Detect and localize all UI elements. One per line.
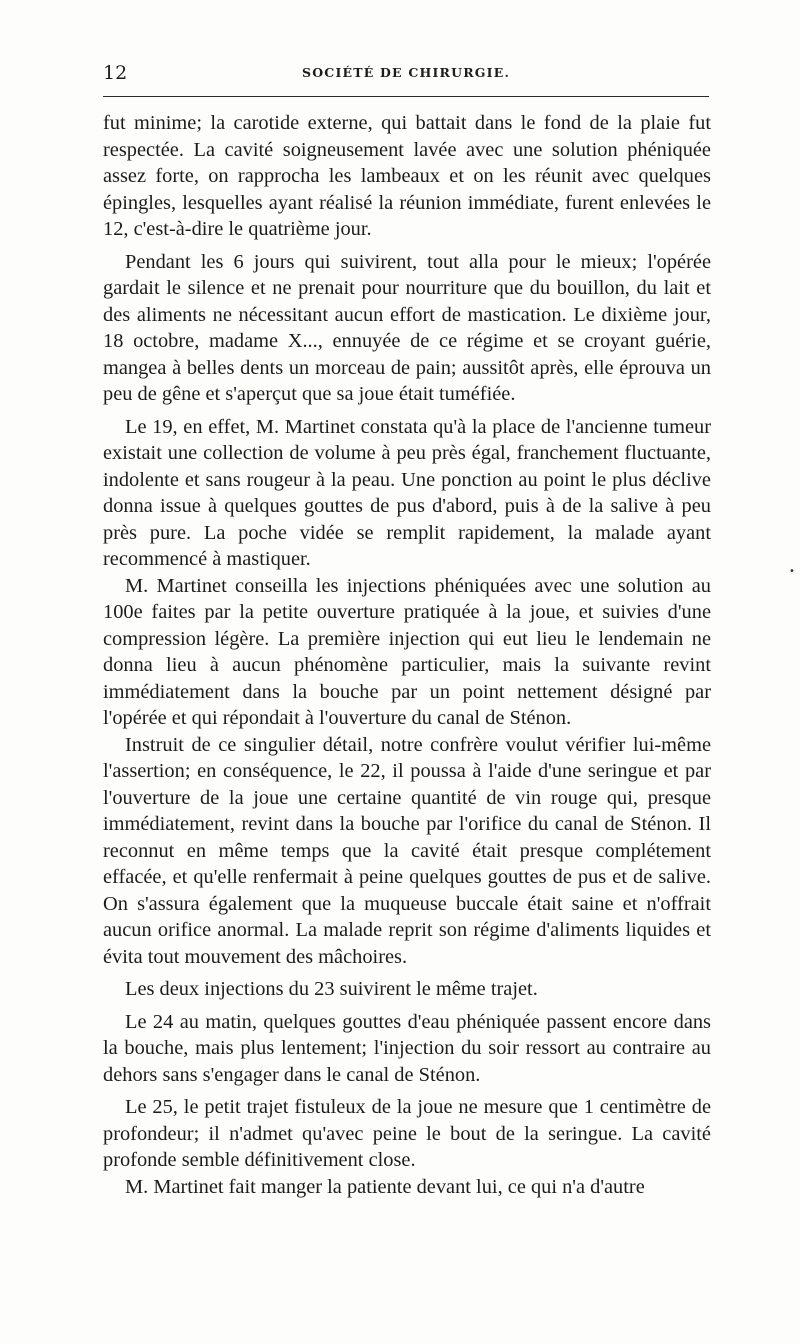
body-text xyxy=(103,110,711,1200)
paragraph-5: Instruit de ce singulier détail, notre confrère voulut vérifier lui-même l'assertion; en conséquence, le 22, il poussa à l'aide d'une seringue et par l'ouverture de la joue une certaine quantité de vin rouge qui, presque immédiatement, revint dans la bouche par l'orifice du canal de Sténon. Il reconnut en même temps que la cavité était presque complétement effacée, et qu'elle renfermait à peine quelques gouttes de pus et de salive. On s'assura également que la muqueuse buccale était saine et n'offrait aucun orifice anormal. La malade reprit son régime d'aliments liquides et évita tout mouvement des mâchoires. xyxy=(103,733,711,968)
margin-mark: • xyxy=(789,566,795,577)
page-number: 12 xyxy=(103,62,128,84)
header-rule xyxy=(103,96,709,97)
paragraph-3: Le 19, en effet, M. Martinet constata qu'à la place de l'ancienne tumeur existait une collection de volume à peu près égal, franchement fluctuante, indolente et sans rougeur à la peau. Une ponction au point le plus déclive donna issue à quelques gouttes de pus d'abord, puis à de la salive à peu près pure. La poche vidée se remplit rapidement, la malade ayant recommencé à mastiquer. xyxy=(103,415,711,570)
paragraph-4: M. Martinet conseilla les injections phéniquées avec une solution au 100e faites par la petite ouverture pratiquée à la joue, et suivies d'une compression légère. La première injection qui eut lieu le lendemain ne donna lieu à aucun phénomène particulier, mais la suivante revint immédiatement dans la bouche par un point nettement désigné par l'opérée et qui répondait à l'ouverture du canal de Sténon. xyxy=(103,574,711,729)
paragraph-6: Les deux injections du 23 suivirent le même trajet. xyxy=(125,978,538,1000)
paragraph-7: Le 24 au matin, quelques gouttes d'eau phéniquée passent encore dans la bouche, mais plus lentement; l'injection du soir ressort au contraire au dehors sans s'engager dans le canal de Sténon. xyxy=(103,1010,711,1086)
paragraph-8: Le 25, le petit trajet fistuleux de la joue ne mesure que 1 centimètre de profondeur; il n'admet qu'avec peine le bout de la seringue. La cavité profonde semble définitivement close. xyxy=(103,1096,711,1171)
page-header xyxy=(103,62,709,88)
running-head: SOCIÉTÉ DE CHIRURGIE. xyxy=(301,65,511,80)
paragraph-2: Pendant les 6 jours qui suivirent, tout alla pour le mieux; l'opérée gardait le silence et ne prenait pour nourriture que du bouillon, du lait et des aliments ne nécessitant aucun effort de mastication. Le dixième jour, 18 octobre, madame X..., ennuyée de ce régime et se croyant guérie, mangea à belles dents un morceau de pain; aussitôt après, elle éprouva un peu de gêne et s'aperçut que sa joue était tuméfiée. xyxy=(103,250,711,405)
paragraph-1: fut minime; la carotide externe, qui battait dans le fond de la plaie fut respectée. La cavité soigneusement lavée avec une solution phéniquée assez forte, on rapprocha les lambeaux et on les réunit avec quelques épingles, lesquelles ayant réalisé la réunion immédiate, furent enlevées le 12, c'est-à-dire le quatrième jour. xyxy=(103,112,711,240)
paragraph-9: M. Martinet fait manger la patiente devant lui, ce qui n'a d'autre xyxy=(125,1175,645,1198)
